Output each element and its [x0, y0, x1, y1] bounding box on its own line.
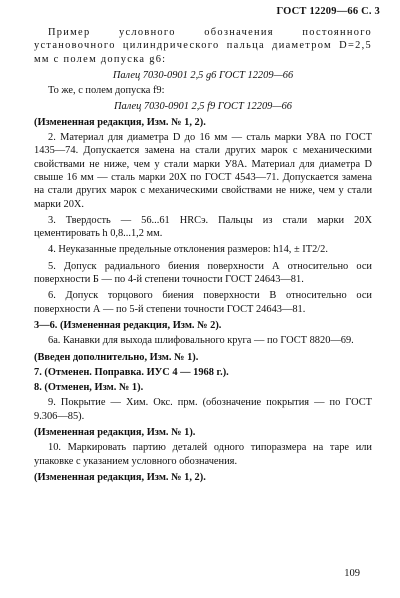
clause-5-radial-runout: 5. Допуск радиального биения поверхности А относительно оси поверхности Б — по 4-й степени точности ГОСТ 24643—81.: [34, 260, 372, 286]
revision-note: (Измененная редакция, Изм. № 1, 2).: [34, 116, 206, 128]
revision-note: 3—6. (Измененная редакция, Изм. № 2).: [34, 319, 222, 331]
revision-note: (Измененная редакция, Изм. № 1).: [34, 427, 196, 439]
clause-2-material: 2. Материал для диаметра D до 16 мм — сталь марки У8А по ГОСТ 1435—74. Допускается замена на стали других марок с механическими свойствами не ниже, чем у стали марки У8А. Материал для диаметра D свыше 16 мм — сталь марки 20Х по ГОСТ 4543—71. Допускается замена на стали других марок с механическими свойствами не ниже, чем у стали марки 20Х.: [34, 132, 372, 210]
clause-3-hardness: 3. Твердость — 56...61 HRCэ. Пальцы из стали марки 20Х цементировать h 0,8...1,2 мм.: [34, 214, 372, 240]
clause-4-tolerances: 4. Неуказанные предельные отклонения размеров: h14, ± IT2/2.: [48, 244, 328, 256]
revision-note: (Измененная редакция, Изм. № 1, 2).: [34, 471, 206, 483]
clause-10-marking: 10. Маркировать партию деталей одного типоразмера на таре или упаковке с указанием условного обозначения.: [34, 442, 372, 467]
designation-f9: Палец 7030-0901 2,5 f9 ГОСТ 12209—66: [114, 101, 292, 113]
clause-7-cancelled: 7. (Отменен. Поправка. ИУС 4 — 1968 г.).: [34, 366, 229, 378]
page-number: 109: [344, 568, 360, 579]
document-body: [34, 26, 372, 486]
revision-note: (Введен дополнительно, Изм. № 1).: [34, 351, 199, 363]
page-header: ГОСТ 12209—66 С. 3: [276, 6, 380, 17]
example-paragraph: Пример условного обозначения постоянного установочного цилиндрического пальца диаметром D=2,5 мм с полем допуска g6:: [34, 27, 372, 65]
clause-6-axial-runout: 6. Допуск торцового биения поверхности В относительно оси поверхности А — по 5-й степени точности ГОСТ 24643—81.: [34, 290, 372, 315]
clause-8-cancelled: 8. (Отменен, Изм. № 1).: [34, 382, 144, 394]
clause-6a-grooves: 6а. Канавки для выхода шлифовального круга — по ГОСТ 8820—69.: [48, 335, 354, 347]
designation-g6: Палец 7030-0901 2,5 g6 ГОСТ 12209—66: [112, 69, 294, 81]
clause-9-coating: 9. Покрытие — Хим. Окс. прм. (обозначение покрытия — по ГОСТ 9.306—85).: [34, 397, 372, 422]
same-f9-line: То же, с полем допуска f9:: [48, 85, 165, 97]
